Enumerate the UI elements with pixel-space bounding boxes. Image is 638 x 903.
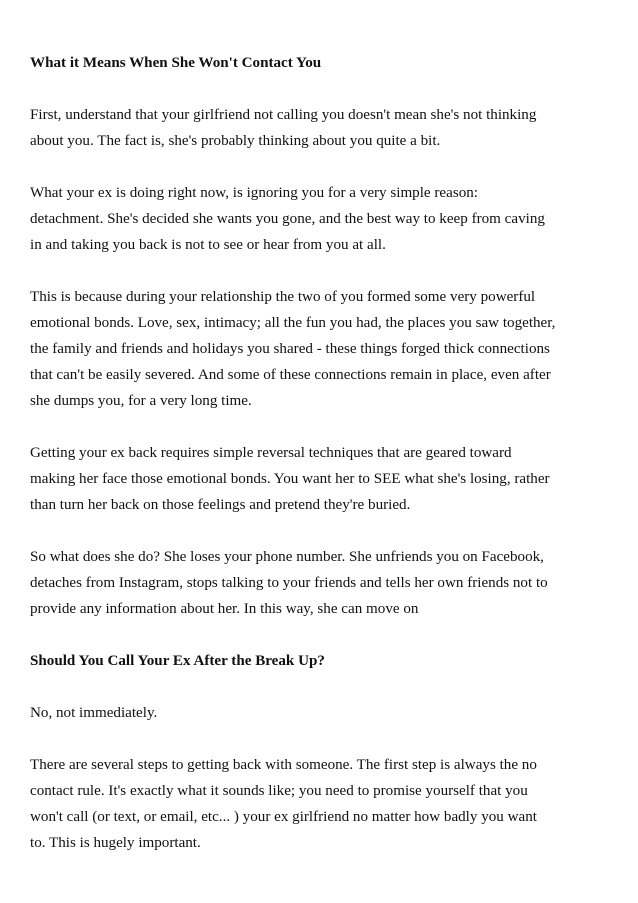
paragraph [30,102,615,154]
text-line: detaches from Instagram, stops talking to your friends and tells her own friends not to [30,575,548,591]
text-line: There are several steps to getting back with someone. The first step is always the no [30,757,537,773]
text-line: to. This is hugely important. [30,835,201,851]
text-line: emotional bonds. Love, sex, intimacy; all the fun you had, the places you saw together, [30,315,556,331]
paragraph [30,752,615,856]
text-line: What your ex is doing right now, is ignoring you for a very simple reason: [30,185,478,201]
paragraph [30,440,615,518]
text-line: than turn her back on those feelings and pretend they're buried. [30,497,411,513]
paragraph [30,284,615,414]
document-body [30,50,615,856]
text-line: contact rule. It's exactly what it sounds like; you need to promise yourself that you [30,783,528,799]
text-line: she dumps you, for a very long time. [30,393,252,409]
text-line: First, understand that your girlfriend not calling you doesn't mean she's not thinking [30,107,537,123]
text-line: provide any information about her. In this way, she can move on [30,601,419,617]
paragraph [30,544,615,622]
section-heading: Should You Call Your Ex After the Break Up? [30,653,325,669]
text-line: about you. The fact is, she's probably thinking about you quite a bit. [30,133,441,149]
paragraph [30,700,615,726]
text-line: So what does she do? She loses your phone number. She unfriends you on Facebook, [30,549,544,565]
text-line: No, not immediately. [30,705,158,721]
text-line: in and taking you back is not to see or hear from you at all. [30,237,386,253]
text-line: making her face those emotional bonds. You want her to SEE what she's losing, rather [30,471,550,487]
paragraph [30,180,615,258]
text-line: Getting your ex back requires simple reversal techniques that are geared toward [30,445,512,461]
text-line: the family and friends and holidays you shared - these things forged thick connections [30,341,550,357]
text-line: This is because during your relationship the two of you formed some very powerful [30,289,536,305]
text-line: won't call (or text, or email, etc... ) your ex girlfriend no matter how badly you want [30,809,537,825]
section-heading: What it Means When She Won't Contact You [30,55,322,71]
text-line: detachment. She's decided she wants you gone, and the best way to keep from caving [30,211,545,227]
text-line: that can't be easily severed. And some of these connections remain in place, even after [30,367,551,383]
